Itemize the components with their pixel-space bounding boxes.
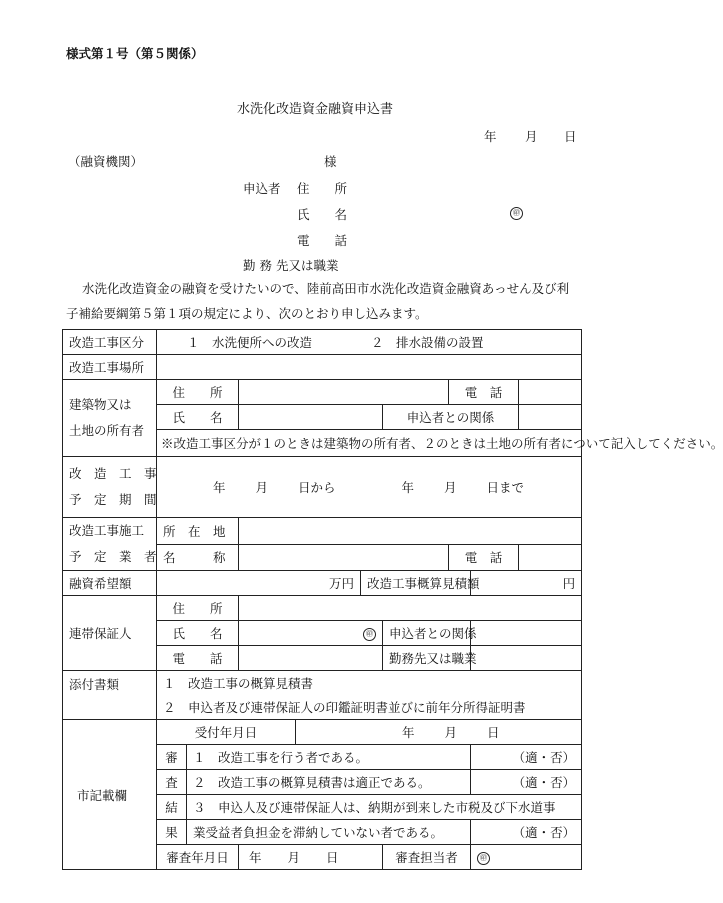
owner-label xyxy=(63,380,157,457)
loan-unit: 万円 xyxy=(328,576,354,591)
attachments-label xyxy=(63,671,157,720)
work-location-label: 改造工事場所 xyxy=(63,355,157,380)
check-3-text-a: ３ 申込人及び連帯保証人は、納期が到来した市税及び下水道事 xyxy=(187,795,582,820)
schedule-field[interactable] xyxy=(157,457,582,518)
owner-name-label: 氏 名 xyxy=(157,405,239,430)
applicant-heading: 申込者 xyxy=(243,181,281,196)
applicant-seal: ㊞ xyxy=(510,205,523,220)
guarantor-seal: ㊞ xyxy=(363,628,376,641)
row-city-received xyxy=(63,720,582,745)
guarantor-workplace-field[interactable] xyxy=(471,646,582,671)
received-year: 年 xyxy=(402,725,415,740)
attachment-item-1: １ 改造工事の概算見積書 xyxy=(157,671,582,696)
review-char-1: 審 xyxy=(157,745,187,770)
row-owner-address xyxy=(63,380,582,405)
estimate-amount-field[interactable] xyxy=(471,571,582,596)
check-2-text: ２ 改造工事の概算見積書は適正である。 xyxy=(187,770,471,795)
application-table xyxy=(62,329,723,870)
review-date-field[interactable] xyxy=(239,845,383,870)
guarantor-address-field[interactable] xyxy=(239,596,582,621)
city-label xyxy=(63,720,157,870)
review-year: 年 xyxy=(249,850,262,865)
contractor-label-line1: 改造工事施工 xyxy=(69,523,145,538)
received-date-field[interactable] xyxy=(296,720,582,745)
guarantor-name-label: 氏 名 xyxy=(157,621,239,646)
check-2-verdict[interactable]: （適・否） xyxy=(471,770,582,795)
check-1-text: １ 改造工事を行う者である。 xyxy=(187,745,471,770)
guarantor-phone-label: 電 話 xyxy=(157,646,239,671)
row-schedule xyxy=(63,457,582,518)
review-char-2: 査 xyxy=(157,770,187,795)
guarantor-phone-field[interactable] xyxy=(239,646,383,671)
intro-text: 水洗化改造資金の融資を受けたいので、陸前高田市水洗化改造資金融資あっせん及び利子補給要綱第５第１項の規定により、次のとおり申し込みます。 xyxy=(66,281,570,321)
row-loan xyxy=(63,571,582,596)
page-title: 水洗化改造資金融資申込書 xyxy=(236,102,393,117)
check-1-verdict[interactable]: （適・否） xyxy=(471,745,582,770)
attachment-item-2: ２ 申込者及び連帯保証人の印鑑証明書並びに前年分所得証明書 xyxy=(157,695,582,720)
header-date-year: 年 xyxy=(484,129,497,144)
review-char-4: 果 xyxy=(157,820,187,845)
institution-label: （融資機関） xyxy=(68,154,144,169)
estimate-unit: 円 xyxy=(562,576,576,591)
check-3-text-b: 業受益者負担金を滞納していない者である。 xyxy=(187,820,471,845)
schedule-from-day: 日から xyxy=(298,480,336,495)
schedule-from-month: 月 xyxy=(255,480,269,495)
row-contractor-location xyxy=(63,518,582,545)
owner-label-line1: 建築物又は xyxy=(69,397,132,412)
applicant-name-label: 氏 名 xyxy=(297,207,348,222)
schedule-label xyxy=(63,457,157,518)
reviewer-field[interactable] xyxy=(471,845,582,870)
guarantor-workplace-label: 勤務先又は職業 xyxy=(383,646,471,671)
received-label: 受付年月日 xyxy=(157,720,296,745)
guarantor-relation-label: 申込者との関係 xyxy=(383,621,471,646)
city-label-text: 市記載欄 xyxy=(77,787,128,803)
received-month: 月 xyxy=(444,725,458,740)
owner-name-field[interactable] xyxy=(239,405,383,430)
received-day: 日 xyxy=(487,725,500,740)
guarantor-label-text: 連帯保証人 xyxy=(69,626,132,641)
contractor-name-label: 名 称 xyxy=(157,544,239,571)
owner-phone-label: 電 話 xyxy=(449,380,519,405)
owner-note: ※改造工事区分が１のときは建築物の所有者、２のときは土地の所有者について記入してください。 xyxy=(157,430,582,457)
guarantor-label xyxy=(63,596,157,671)
owner-relation-field[interactable] xyxy=(519,405,582,430)
work-category-option-1: １ 水洗便所への改造 xyxy=(187,335,313,350)
applicant-workplace-label: 勤 務 先又は職業 xyxy=(243,258,339,273)
owner-address-label: 住 所 xyxy=(157,380,239,405)
contractor-name-field[interactable] xyxy=(239,544,449,571)
row-guarantor-address xyxy=(63,596,582,621)
contractor-location-label: 所 在 地 xyxy=(157,518,239,545)
contractor-phone-field[interactable] xyxy=(519,544,582,571)
check-3-verdict[interactable]: （適・否） xyxy=(471,820,582,845)
applicant-phone-label: 電 話 xyxy=(297,233,348,248)
work-category-option-2: ２ 排水設備の設置 xyxy=(371,335,484,350)
review-month: 月 xyxy=(287,850,301,865)
guarantor-name-field[interactable] xyxy=(239,621,383,646)
institution-honorific: 様 xyxy=(324,154,337,169)
applicant-address-label: 住 所 xyxy=(297,181,348,196)
loan-amount-field[interactable] xyxy=(157,571,361,596)
owner-phone-field[interactable] xyxy=(519,380,582,405)
contractor-label xyxy=(63,518,157,571)
reviewer-label: 審査担当者 xyxy=(383,845,471,870)
schedule-label-line2: 予 定 期 間 xyxy=(69,492,157,507)
contractor-phone-label: 電 話 xyxy=(449,544,519,571)
row-work-category xyxy=(63,330,582,355)
review-date-label: 審査年月日 xyxy=(157,845,239,870)
schedule-to-month: 月 xyxy=(444,480,457,495)
attachments-label-text: 添付書類 xyxy=(69,677,120,692)
schedule-to-year: 年 xyxy=(401,480,415,495)
owner-label-line2: 土地の所有者 xyxy=(69,423,145,438)
owner-address-field[interactable] xyxy=(239,380,449,405)
review-char-3: 結 xyxy=(157,795,187,820)
schedule-label-line1: 改 造 工 事 xyxy=(69,466,157,481)
schedule-from-year: 年 xyxy=(213,480,226,495)
guarantor-address-label: 住 所 xyxy=(157,596,239,621)
guarantor-relation-field[interactable] xyxy=(471,621,582,646)
row-work-location xyxy=(63,355,582,380)
loan-label: 融資希望額 xyxy=(63,571,157,596)
header-date-day: 日 xyxy=(564,129,577,144)
form-number: 様式第１号（第５関係） xyxy=(66,46,204,61)
work-location-field[interactable] xyxy=(157,355,582,380)
review-day: 日 xyxy=(326,850,339,865)
work-category-options xyxy=(157,330,582,355)
work-category-label: 改造工事区分 xyxy=(63,330,157,355)
reviewer-seal: ㊞ xyxy=(477,852,490,865)
estimate-label: 改造工事概算見積額 xyxy=(361,571,471,596)
owner-relation-label: 申込者との関係 xyxy=(383,405,519,430)
row-attachments-1 xyxy=(63,671,582,696)
header-date-month: 月 xyxy=(525,129,538,144)
contractor-label-line2: 予 定 業 者 xyxy=(69,549,157,564)
contractor-location-field[interactable] xyxy=(239,518,582,545)
schedule-to-day: 日まで xyxy=(486,480,525,495)
